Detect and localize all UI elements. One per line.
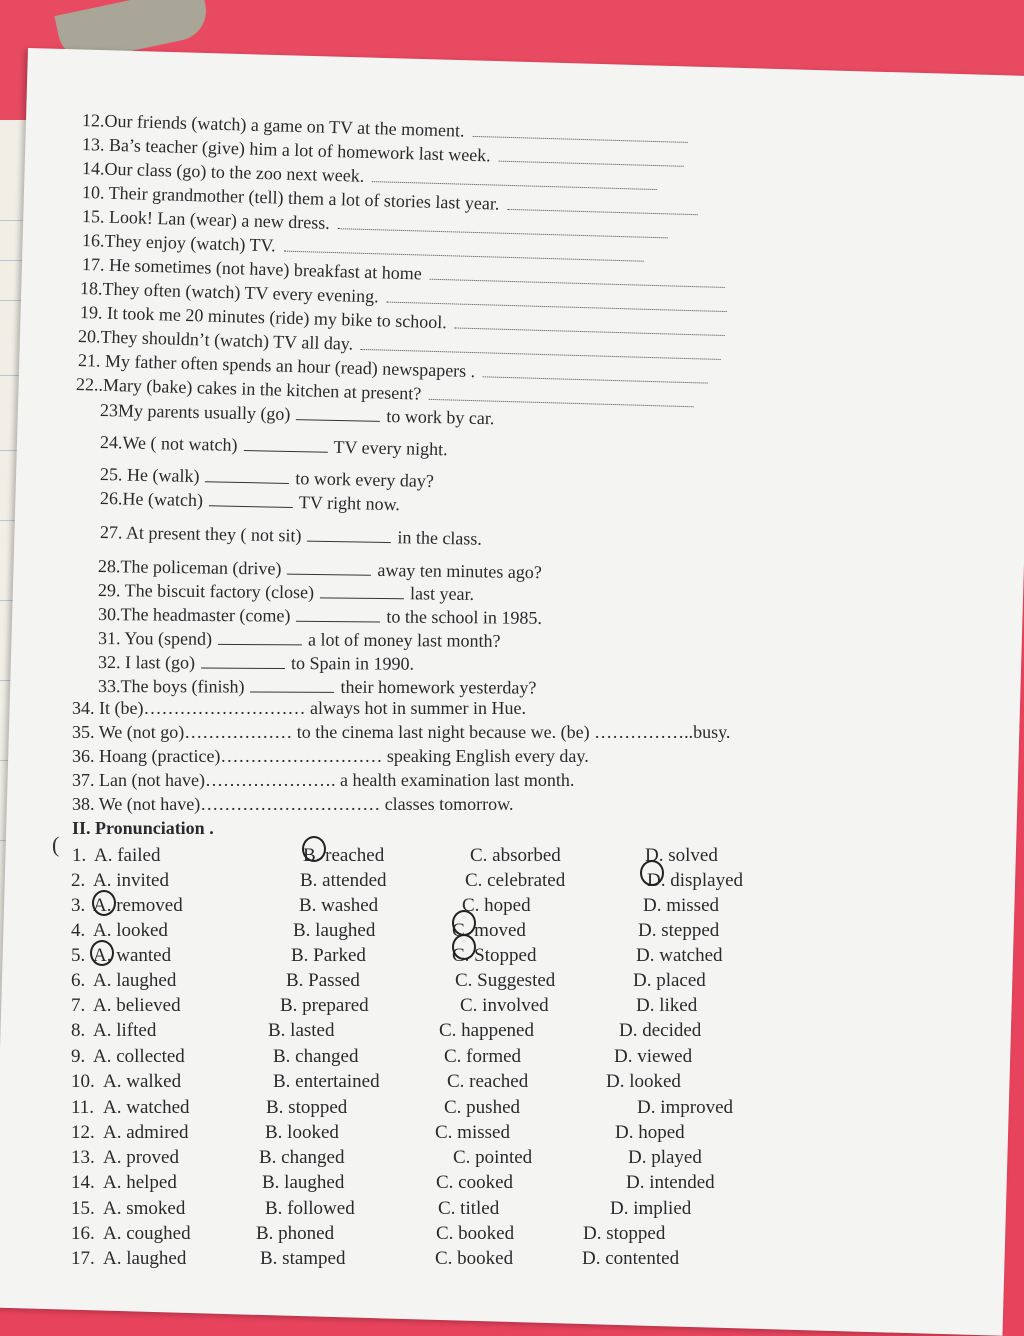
pronunciation-row [0,1020,1024,1042]
option-d[interactable]: D. liked [636,995,698,1016]
pronunciation-row [0,1071,1024,1093]
pronunciation-row [0,1223,1024,1245]
option-c[interactable]: C. missed [435,1122,510,1143]
exercise-line: 20.They shouldn’t (watch) TV all day. [78,326,722,364]
option-c[interactable]: C. titled [438,1198,500,1219]
option-b[interactable]: B. stamped [260,1248,346,1269]
pronunciation-row [0,870,1024,892]
blank-line: 32. I last (go) to Spain in 1990. [97,652,415,674]
option-a[interactable]: A. wanted [93,945,172,966]
option-number: 11. [71,1097,95,1118]
option-d[interactable]: D. displayed [647,870,744,891]
option-d[interactable]: D. viewed [614,1046,693,1067]
option-number: 10. [71,1071,95,1092]
answer-blank[interactable] [307,527,391,543]
option-a[interactable]: A. laughed [93,970,177,991]
option-a[interactable]: A. admired [103,1122,189,1143]
option-c[interactable]: C. involved [460,995,549,1016]
answer-blank[interactable] [201,654,285,669]
blank-line: 31. You (spend) a lot of money last month? [97,628,501,651]
option-c[interactable]: C. happened [439,1020,534,1041]
option-a[interactable]: A. walked [103,1071,182,1092]
blank-line: 24.We ( not watch) TV every night. [99,432,448,460]
option-d[interactable]: D. decided [619,1020,702,1041]
option-d[interactable]: D. improved [637,1097,734,1118]
option-number: 17. [71,1248,95,1269]
option-c[interactable]: C. booked [435,1248,514,1269]
option-number: 1. [72,845,87,866]
option-a[interactable]: A. collected [93,1046,185,1067]
option-c[interactable]: C. cooked [436,1172,514,1193]
answer-blank[interactable] [287,560,371,576]
option-number: 12. [71,1122,95,1143]
blank-line: 30.The headmaster (come) to the school in 1985. [97,604,542,628]
option-a[interactable]: A. believed [93,995,181,1016]
option-number: 3. [71,895,86,916]
exercise-line: 13. Ba’s teacher (give) him a lot of homework last week. [82,134,684,171]
exercise-line: 17. He sometimes (not have) breakfast at home [82,254,725,292]
pronunciation-row [0,1097,1024,1119]
pronunciation-row [0,1198,1024,1220]
blank-line: 28.The policeman (drive) away ten minutes ago? [97,556,542,583]
dotted-line: 36. Hoang (practice)……………………… speaking English every day. [72,746,589,766]
option-b[interactable]: B. prepared [280,995,369,1016]
option-d[interactable]: D. hoped [615,1122,685,1143]
option-b[interactable]: B. laughed [293,920,376,941]
option-b[interactable]: B. changed [259,1147,345,1168]
option-d[interactable]: D. implied [610,1198,692,1219]
answer-circle [452,934,476,960]
option-c[interactable]: C. pushed [444,1097,520,1118]
answer-circle [640,860,664,886]
option-b[interactable]: B. changed [273,1046,359,1067]
option-number: 2. [71,870,86,891]
option-b[interactable]: B. followed [265,1198,355,1219]
option-d[interactable]: D. stepped [638,920,720,941]
pronunciation-row [0,995,1024,1017]
option-d[interactable]: D. intended [626,1172,715,1193]
answer-blank[interactable] [218,630,302,646]
option-number: 15. [71,1198,95,1219]
answer-blank[interactable] [320,583,404,599]
option-d[interactable]: D. played [628,1147,702,1168]
option-number: 13. [71,1147,95,1168]
pronunciation-row [0,1122,1024,1144]
option-d[interactable]: D. missed [643,895,719,916]
pronunciation-row [0,1172,1024,1194]
dotted-line: 37. Lan (not have)…………………. a health examination last month. [72,770,575,790]
option-b[interactable]: B. phoned [256,1223,335,1244]
answer-blank[interactable] [296,405,380,422]
option-b[interactable]: B. reached [303,845,385,866]
option-d[interactable]: D. contented [582,1248,680,1269]
option-a[interactable]: A. helped [103,1172,177,1193]
exercise-line: 22..Mary (bake) cakes in the kitchen at present? [76,374,695,411]
pronunciation-row [0,845,1024,867]
option-b[interactable]: B. laughed [262,1172,345,1193]
pronunciation-row [0,920,1024,942]
dotted-line: 35. We (not go)……………… to the cinema last night because we. (be) ……………..busy. [72,722,731,742]
option-number: 9. [71,1046,86,1067]
pronunciation-row [0,1248,1024,1270]
option-b[interactable]: B. stopped [266,1097,348,1118]
option-c[interactable]: C. reached [447,1071,529,1092]
blank-line: 26.He (watch) TV right now. [99,488,401,515]
answer-circle [302,836,326,862]
exercise-line: 18.They often (watch) TV every evening. [80,278,727,316]
option-d[interactable]: D. stopped [583,1223,666,1244]
option-number: 5. [71,945,86,966]
option-c[interactable]: C. booked [436,1223,515,1244]
option-c[interactable]: C. moved [452,920,526,941]
option-b[interactable]: B. lasted [268,1020,335,1041]
blank-line: 27. At present they ( not sit) in the class. [99,522,483,549]
option-d[interactable]: D. solved [645,845,718,866]
option-a[interactable]: A. laughed [103,1248,187,1269]
option-a[interactable]: A. failed [94,845,161,866]
option-d[interactable]: D. looked [606,1071,681,1092]
answer-circle [90,940,114,966]
answer-circle [92,890,116,916]
option-c[interactable]: C. hoped [462,895,531,916]
option-a[interactable]: A. removed [93,895,183,916]
answer-blank[interactable] [205,467,289,484]
option-a[interactable]: A. smoked [103,1198,186,1219]
option-number: 6. [71,970,86,991]
option-c[interactable]: C. pointed [453,1147,533,1168]
answer-blank[interactable] [250,678,334,693]
dotted-line: 38. We (not have)………………………… classes tomorrow. [72,794,514,814]
option-a[interactable]: A. looked [93,920,168,941]
pronunciation-row [0,895,1024,917]
blank-line: 33.The boys (finish) their homework yesterday? [97,676,537,698]
answer-circle [452,910,476,936]
answer-blank[interactable] [243,436,327,453]
exercise-line: 12.Our friends (watch) a game on TV at the moment. [82,110,688,147]
dotted-line: 34. It (be)……………………… always hot in summer in Hue. [72,698,526,718]
pencil-bracket-mark: ( [52,832,60,857]
pronunciation-row [0,970,1024,992]
option-c[interactable]: C. Suggested [455,970,556,991]
option-c[interactable]: C. celebrated [465,870,566,891]
option-d[interactable]: D. placed [633,970,706,991]
answer-blank[interactable] [209,491,293,508]
option-a[interactable]: A. watched [103,1097,190,1118]
exercise-line: 14.Our class (go) to the zoo next week. [82,158,658,194]
exercise-line: 10. Their grandmother (tell) them a lot of stories last year. [82,182,698,219]
blank-line: 23My parents usually (go) to work by car. [99,400,495,429]
option-a[interactable]: A. proved [103,1147,179,1168]
option-a[interactable]: A. invited [93,870,169,891]
option-a[interactable]: A. coughed [103,1223,191,1244]
option-c[interactable]: C. Stopped [452,945,537,966]
option-number: 16. [71,1223,95,1244]
pronunciation-row [0,1147,1024,1169]
exercise-line: 16.They enjoy (watch) TV. [82,230,644,266]
pronunciation-row [0,1046,1024,1068]
option-b[interactable]: B. Parked [291,945,366,966]
option-b[interactable]: B. attended [300,870,387,891]
option-c[interactable]: C. formed [444,1046,522,1067]
option-b[interactable]: B. looked [265,1122,339,1143]
blank-line: 25. He (walk) to work every day? [99,464,435,491]
option-number: 8. [71,1020,86,1041]
pronunciation-row [0,945,1024,967]
answer-blank[interactable] [296,607,380,623]
option-number: 7. [71,995,86,1016]
exercise-line: 19. It took me 20 minutes (ride) my bike to school. [80,302,725,340]
exercise-line: 21. My father often spends an hour (read) newspapers . [78,350,709,388]
option-d[interactable]: D. watched [636,945,723,966]
option-c[interactable]: C. absorbed [470,845,561,866]
option-b[interactable]: B. washed [299,895,379,916]
option-number: 14. [71,1172,95,1193]
option-a[interactable]: A. lifted [93,1020,157,1041]
exercise-line: 15. Look! Lan (wear) a new dress. [82,206,668,242]
option-b[interactable]: B. entertained [273,1071,380,1092]
pronunciation-heading: II. Pronunciation . [72,818,214,838]
option-b[interactable]: B. Passed [286,970,360,991]
blank-line: 29. The biscuit factory (close) last year. [97,580,475,604]
option-number: 4. [71,920,86,941]
